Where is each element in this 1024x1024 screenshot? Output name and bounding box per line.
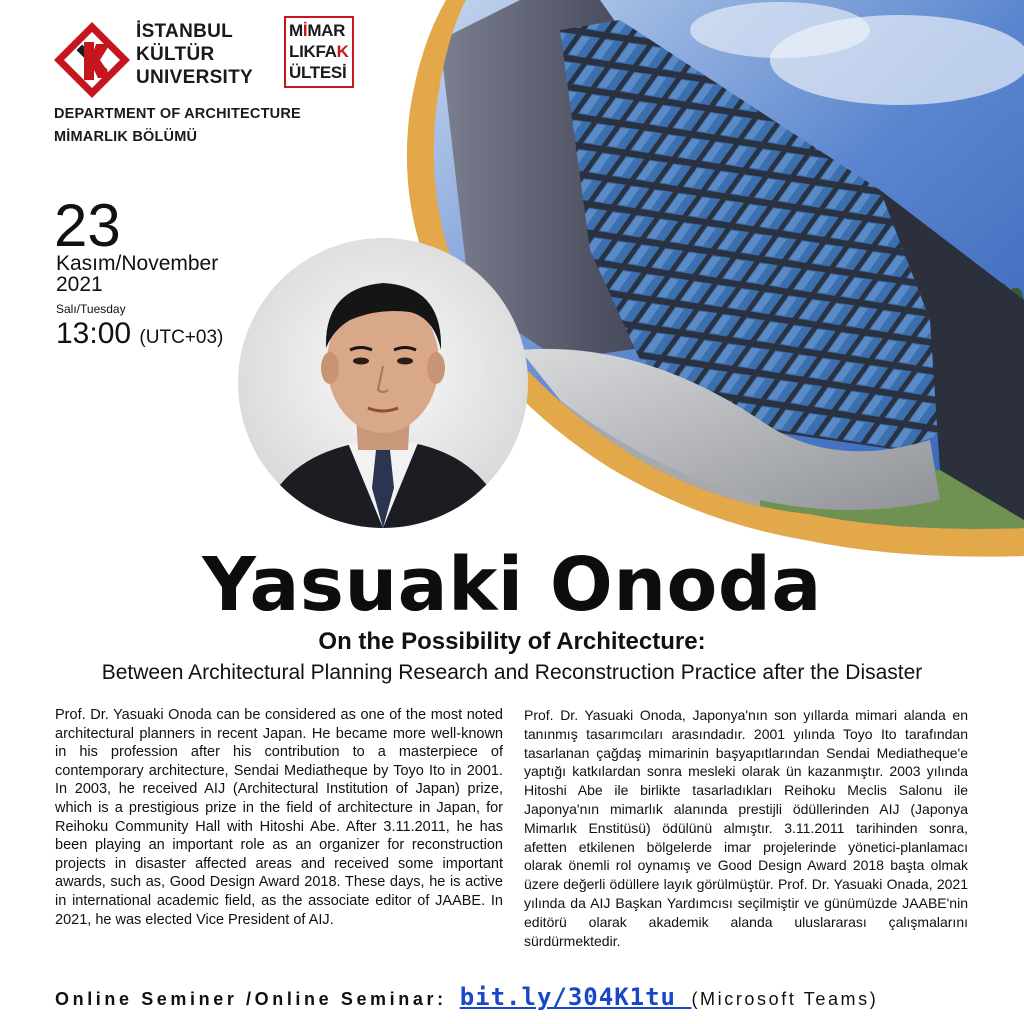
bio-turkish: Prof. Dr. Yasuaki Onoda, Japonya'nın son yıllarda mimari alanda en tanınmış tasarımcıları arasındadır. 2001 yılında Toyo Ito tarafından tasarlanan çağdaş mimarinin başyapıtlarından Sendai Mediatheque'e yaptığı katkılardan sonra mesleki olarak ün kazanmıştır. 2003 yılında Hitoshi Abe ile birlikte tasarladıkları Reihoku Meclis Salonu ile Japonya'nın mimarlık alanında prestijli ödüllerinden AIJ (Japonya Mimarlık Enstitüsü) ödülünü almıştır. 3.11.2011 tarihinden sonra, afetten etkilenen bölgelerde imar projelerinde yönetici-planlamacı olarak önemli rol oynamış ve Good Design Award 2018 başta olmak üzere değerli ödüllere layık görülmüştür. Prof. Dr. Yasuaki Onada, 2021 yılında da AIJ Başkan Yardımcısı seçilmiştir ve günümüzde JAABE'nin editörü olarak akademik alanda uluslararası çalışmalarını sürdürmektedir.	[524, 707, 968, 949]
seminar-footer	[55, 982, 985, 1014]
university-logo-icon	[54, 22, 130, 98]
speaker-name: Yasuaki Onoda	[202, 542, 822, 628]
talk-subtitle: Between Architectural Planning Research and Reconstruction Practice after the Disaster	[101, 661, 923, 684]
event-timezone: (UTC+03)	[139, 327, 224, 348]
event-time-value: 13:00	[56, 317, 132, 350]
department-name-en: DEPARTMENT OF ARCHITECTURE	[54, 106, 301, 122]
event-day: 23	[54, 192, 121, 259]
seminar-link[interactable]: bit.ly/304K1tu	[459, 983, 692, 1011]
event-weekday: Salı/Tuesday	[56, 302, 126, 316]
university-name-line: UNIVERSITY	[136, 67, 254, 88]
faculty-logo-line: MİMAR	[289, 21, 346, 40]
university-name	[136, 20, 253, 89]
event-year: 2021	[56, 273, 103, 296]
faculty-logo-line: ÜLTESİ	[289, 63, 347, 82]
talk-title: On the Possibility of Architecture:	[318, 628, 706, 655]
faculty-logo	[284, 16, 354, 88]
event-month: Kasım/November	[56, 252, 219, 275]
bio-english: Prof. Dr. Yasuaki Onoda can be considered as one of the most noted architectural planners in recent Japan. He became more well-known in his profession after his contribution to a masterpiece of contemporary architecture, Sendai Mediatheque by Toyo Ito in 2001. In 2003, he received AIJ (Architectural Institution of Japan) prize, which is a prestigious prize in the field of architecture in Japan, for Reihoku Community Hall with Hitoshi Abe. After 3.11.2011, he has been playing an important role as an organizer for reconstruction projects in disaster affected areas and received some important awards, such as, Good Design Award 2018. These days, he is active in international academic field, as the associate editor of JAABE. In 2021, he was elected Vice President of AIJ.	[55, 707, 503, 928]
department-name	[54, 103, 301, 149]
university-name-line: KÜLTÜR	[136, 44, 215, 65]
seminar-label: Online Seminer /Online Seminar:	[55, 989, 447, 1009]
faculty-logo-line: LIKFAK	[289, 42, 349, 61]
university-name-line: İSTANBUL	[136, 21, 234, 42]
speaker-portrait	[238, 238, 528, 528]
event-time	[56, 318, 223, 354]
seminar-platform: (Microsoft Teams)	[691, 989, 879, 1009]
department-name-tr: MİMARLIK BÖLÜMÜ	[54, 129, 198, 145]
